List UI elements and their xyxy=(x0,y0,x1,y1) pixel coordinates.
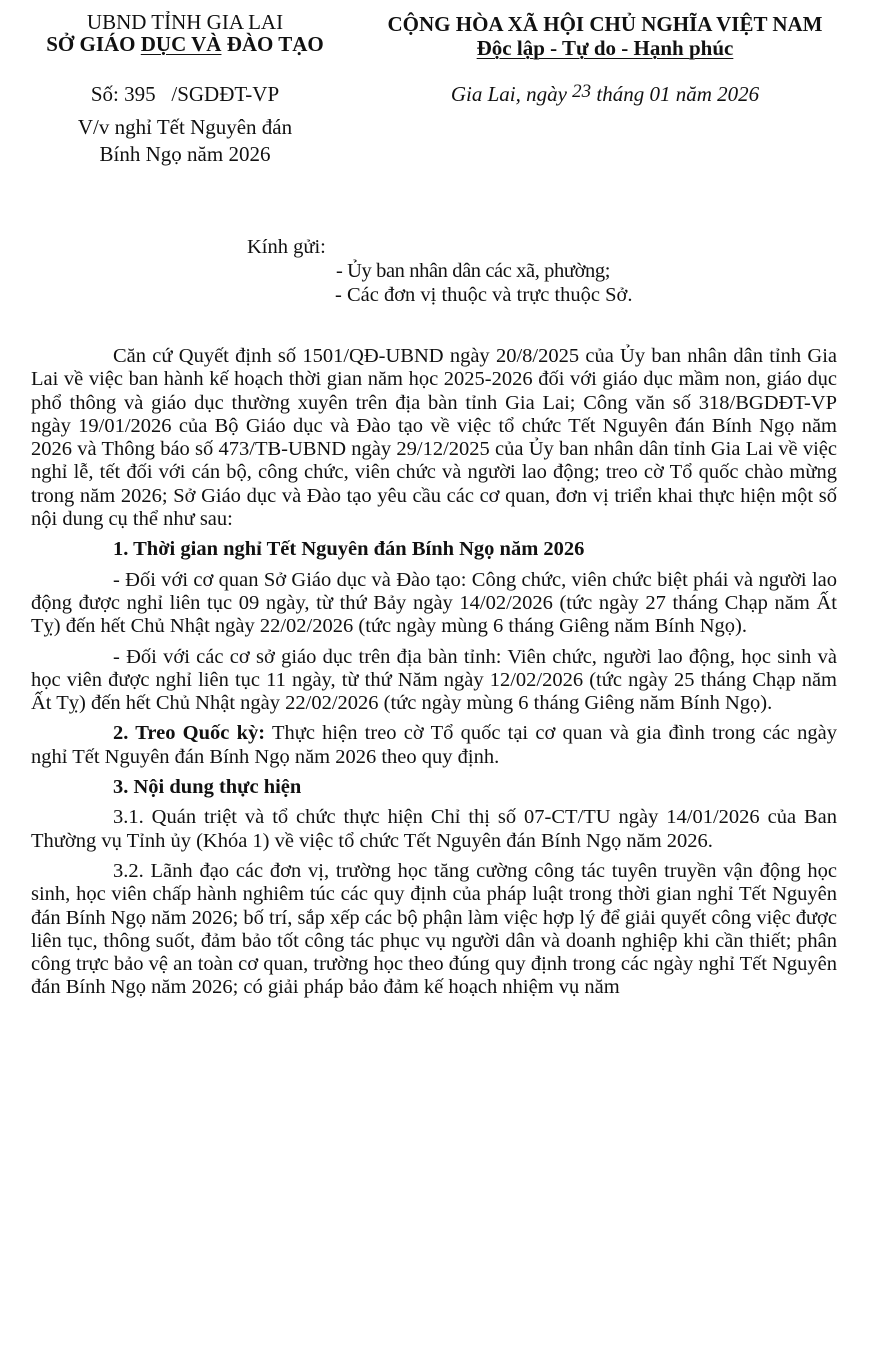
subject-line-2: Bính Ngọ năm 2026 xyxy=(99,142,271,166)
section-1-paragraph-1: - Đối với cơ quan Sở Giáo dục và Đào tạo: Công chức, viên chức biệt phái và người lao động được nghỉ liên tục 09 ngày, từ thứ Bảy ngày 14/02/2026 (tức ngày 27 tháng Chạp năm Ất Tỵ) đến hết Chủ Nhật ngày 22/02/2026 (tức ngày mùng 6 tháng Giêng năm Bính Ngọ). xyxy=(31,568,837,638)
section-3-2-paragraph: 3.2. Lãnh đạo các đơn vị, trường học tăng cường công tác tuyên truyền vận động học sinh, học viên chấp hành nghiêm túc các quy định của pháp luật trong thời gian nghỉ Tết Nguyên đán Bính Ngọ năm 2026; bố trí, sắp xếp các bộ phận làm việc hợp lý để giải quyết công việc được liên tục, thông suốt, đảm bảo tốt công tác phục vụ người dân và doanh nghiệp khi cần thiết; phân công trực bảo vệ an toàn cơ quan, trường học theo đúng quy định trong các ngày nghỉ Tết Nguyên đán Bính Ngọ năm 2026; có giải pháp bảo đảm kế hoạch nhiệm vụ năm xyxy=(31,859,837,999)
recipient-item: - Các đơn vị thuộc và trực thuộc Sở. xyxy=(335,284,633,306)
department-text: SỞ GIÁO xyxy=(46,32,141,56)
issue-date xyxy=(355,82,855,108)
intro-paragraph: Căn cứ Quyết định số 1501/QĐ-UBND ngày 20/8/2025 của Ủy ban nhân dân tỉnh Gia Lai về việc ban hành kế hoạch thời gian năm học 2025-2026 đối với giáo dục mầm non, giáo dục phổ thông và giáo dục thường xuyên trên địa bàn tỉnh Gia Lai; Công văn số 318/BGDĐT-VP ngày 19/01/2026 của Bộ Giáo dục và Đào tạo về việc tổ chức Tết Nguyên đán Bính Ngọ năm 2026 và Thông báo số 473/TB-UBND ngày 29/12/2025 của Ủy ban nhân dân tỉnh Gia Lai về việc nghỉ lễ, tết đối với cán bộ, công chức, viên chức và người lao động; treo cờ Tổ quốc chào mừng trong năm 2026; Sở Giáo dục và Đào tạo yêu cầu các cơ quan, đơn vị triển khai thực hiện một số nội dung cụ thể như sau: xyxy=(31,345,837,531)
national-motto xyxy=(355,36,855,60)
section-3-heading: 3. Nội dung thực hiện xyxy=(113,776,302,799)
section-1-heading: 1. Thời gian nghỉ Tết Nguyên đán Bính Ngọ năm 2026 xyxy=(113,538,585,561)
section-3-1-paragraph: 3.1. Quán triệt và tổ chức thực hiện Chỉ thị số 07-CT/TU ngày 14/01/2026 của Ban Thường vụ Tỉnh ủy (Khóa 1) về việc tổ chức Tết Nguyên đán Bính Ngọ năm 2026. xyxy=(31,806,837,852)
document-number: Số: 395 /SGDĐT-VP xyxy=(90,82,280,106)
recipient-item: - Ủy ban nhân dân các xã, phường; xyxy=(336,260,611,282)
section-1-paragraph-2: - Đối với các cơ sở giáo dục trên địa bàn tỉnh: Viên chức, người lao động, học sinh và học viên được nghỉ liên tục 11 ngày, từ thứ Năm ngày 12/02/2026 (tức ngày 25 tháng Chạp năm Ất Tỵ) đến hết Chủ Nhật ngày 22/02/2026 (tức ngày mùng 6 tháng Giêng năm Bính Ngọ). xyxy=(31,645,837,715)
department-text-end: ĐÀO TẠO xyxy=(221,32,324,56)
country-name: CỘNG HÒA XÃ HỘI CHỦ NGHĨA VIỆT NAM xyxy=(387,12,823,36)
date-prefix: Gia Lai, ngày xyxy=(450,82,573,106)
date-suffix: tháng 01 năm 2026 xyxy=(591,82,760,106)
document-body xyxy=(31,345,837,1000)
department-underlined-text: DỤC VÀ xyxy=(140,32,222,56)
date-day: 23 xyxy=(572,81,592,102)
recipients-label: Kính gửi: xyxy=(247,236,326,258)
issuing-authority: UBND TỈNH GIA LAI xyxy=(86,10,284,34)
subject-line-1: V/v nghỉ Tết Nguyên đán xyxy=(77,115,293,139)
section-2-text: Thực hiện treo cờ Tổ quốc tại cơ quan và gia đình trong các ngày nghỉ Tết Nguyên đán Bính Ngọ năm 2026 theo quy định. xyxy=(31,722,837,768)
section-2-paragraph xyxy=(31,722,837,769)
section-2-heading: 2. Treo Quốc kỳ: xyxy=(113,722,266,745)
motto-text: Độc lập - Tự do - Hạnh phúc xyxy=(476,36,734,60)
issuing-department xyxy=(30,32,340,56)
